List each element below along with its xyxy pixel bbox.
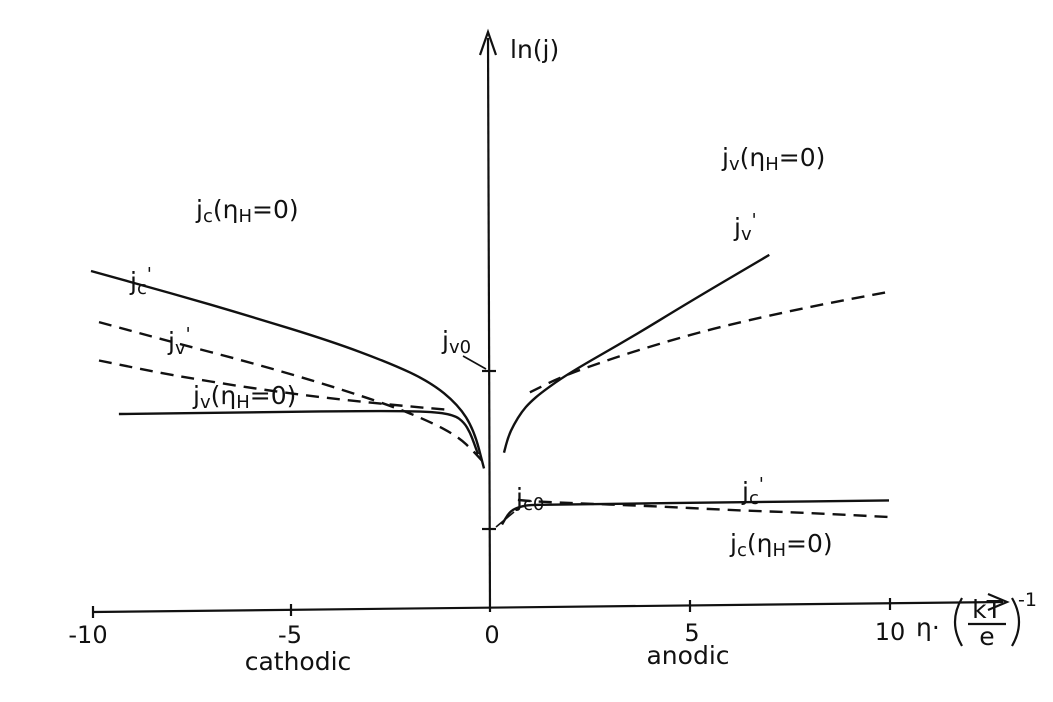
cathodic-label: cathodic xyxy=(244,647,352,676)
series-jv-prime-anodic xyxy=(530,292,889,393)
label-jc-prime-cathodic: jc' xyxy=(130,264,152,299)
fraction-exponent: -1 xyxy=(1018,589,1037,611)
x-axis-title: η· xyxy=(916,613,940,642)
label-jv-eta0-anodic: jv(ηH=0) xyxy=(722,143,826,175)
annotation-jv0: jv0 xyxy=(442,326,472,358)
y-axis xyxy=(488,38,490,612)
x-tick-label-10: 10 xyxy=(874,618,906,646)
series-jc-eta0-anodic xyxy=(502,500,889,524)
anodic-label: anodic xyxy=(646,641,730,670)
annotation-jc0: jc0 xyxy=(516,483,545,515)
series-jv-eta0-cathodic xyxy=(119,411,478,454)
x-axis-fraction xyxy=(955,589,1037,651)
label-jv-eta0-cathodic: jv(ηH=0) xyxy=(193,381,297,413)
x-tick-label-neg5: -5 xyxy=(278,621,302,649)
y-axis-title: ln(j) xyxy=(510,35,560,64)
label-jc-prime-anodic: jc' xyxy=(742,474,764,509)
label-jc-eta0-cathodic: jc(ηH=0) xyxy=(196,195,299,227)
x-axis xyxy=(93,602,1003,612)
x-tick-label-neg10: -10 xyxy=(68,621,108,649)
fraction-paren-left xyxy=(955,598,962,646)
fraction-denominator: e xyxy=(979,622,995,651)
x-tick-label-5: 5 xyxy=(684,619,700,647)
label-jv-prime-cathodic: jv' xyxy=(168,324,191,359)
fraction-numerator: kT xyxy=(972,595,1002,624)
x-tick-label-0: 0 xyxy=(484,621,500,649)
label-jc-eta0-anodic: jc(ηH=0) xyxy=(730,529,833,561)
jc0-leader xyxy=(496,512,514,527)
label-jv-prime-anodic: jv' xyxy=(734,210,757,245)
series-jv-eta0-anodic xyxy=(504,255,769,453)
